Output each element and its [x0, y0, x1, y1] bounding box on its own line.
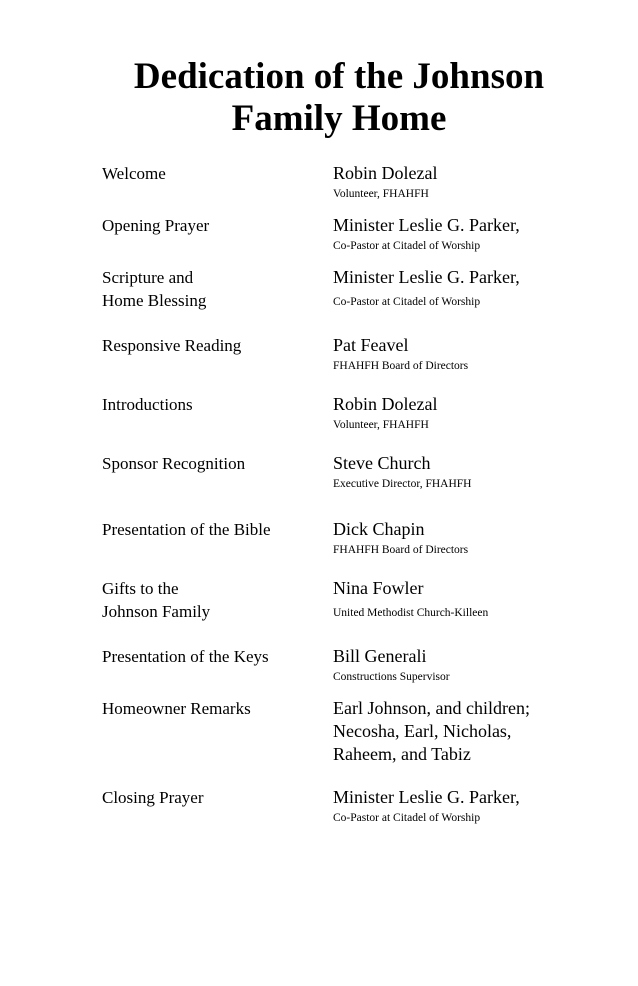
- program-item-label: Sponsor Recognition: [102, 454, 246, 473]
- program-participant: [333, 697, 623, 766]
- program-participant: [333, 645, 623, 684]
- participant-role: FHAHFH Board of Directors: [333, 360, 469, 372]
- program-participant: [333, 162, 623, 201]
- participant-name: Pat Feavel: [333, 335, 409, 355]
- program-item: [102, 452, 332, 475]
- participant-role: United Methodist Church-Killeen: [333, 607, 489, 619]
- participant-name: Nina Fowler: [333, 578, 424, 598]
- participant-name: Steve Church: [333, 453, 431, 473]
- participant-name: Necosha, Earl, Nicholas,: [333, 721, 512, 741]
- program-item-label: Home Blessing: [102, 291, 207, 310]
- participant-name: Earl Johnson, and children;: [333, 698, 530, 718]
- program-participant: [333, 334, 623, 373]
- program-item-label: Presentation of the Bible: [102, 520, 271, 539]
- title-line-1: Dedication of the Johnson: [133, 56, 545, 97]
- program-item: [102, 786, 332, 809]
- program-item: [102, 393, 332, 416]
- program-item: [102, 162, 332, 185]
- program-item-label: Introductions: [102, 395, 193, 414]
- program-participant: [333, 577, 623, 620]
- program-item-label: Responsive Reading: [102, 336, 242, 355]
- participant-role: Co-Pastor at Citadel of Worship: [333, 812, 481, 824]
- program-item-label: Johnson Family: [102, 602, 211, 621]
- program-item-label: Homeowner Remarks: [102, 699, 251, 718]
- participant-role: Constructions Supervisor: [333, 671, 450, 683]
- program-item: [102, 334, 332, 357]
- program-participant: [333, 452, 623, 491]
- program-participant: [333, 518, 623, 557]
- participant-role: Volunteer, FHAHFH: [333, 419, 429, 431]
- program-item-label: Scripture and: [102, 268, 194, 287]
- program-participant: [333, 214, 623, 253]
- program-item-label: Closing Prayer: [102, 788, 204, 807]
- participant-name: Robin Dolezal: [333, 394, 438, 414]
- participant-role: FHAHFH Board of Directors: [333, 544, 469, 556]
- page-title: [40, 56, 638, 140]
- program-participant: [333, 786, 623, 825]
- participant-role: Executive Director, FHAHFH: [333, 478, 472, 490]
- program-item: [102, 577, 332, 623]
- program-item-label: Opening Prayer: [102, 216, 210, 235]
- program-participant: [333, 266, 623, 309]
- participant-name: Minister Leslie G. Parker,: [333, 267, 520, 287]
- program-item: [102, 697, 332, 720]
- participant-role: Co-Pastor at Citadel of Worship: [333, 240, 481, 252]
- participant-name: Minister Leslie G. Parker,: [333, 215, 520, 235]
- title-line-2: Family Home: [231, 98, 447, 139]
- participant-name: Dick Chapin: [333, 519, 425, 539]
- participant-name: Minister Leslie G. Parker,: [333, 787, 520, 807]
- program-item: [102, 266, 332, 312]
- participant-role: Volunteer, FHAHFH: [333, 188, 429, 200]
- program-item: [102, 645, 332, 668]
- participant-name: Bill Generali: [333, 646, 427, 666]
- participant-name: Raheem, and Tabiz: [333, 744, 471, 764]
- program-item-label: Gifts to the: [102, 579, 179, 598]
- participant-name: Robin Dolezal: [333, 163, 438, 183]
- program-item: [102, 214, 332, 237]
- participant-role: Co-Pastor at Citadel of Worship: [333, 296, 481, 308]
- program-item-label: Presentation of the Keys: [102, 647, 269, 666]
- program-participant: [333, 393, 623, 432]
- program-item-label: Welcome: [102, 164, 166, 183]
- program-item: [102, 518, 332, 541]
